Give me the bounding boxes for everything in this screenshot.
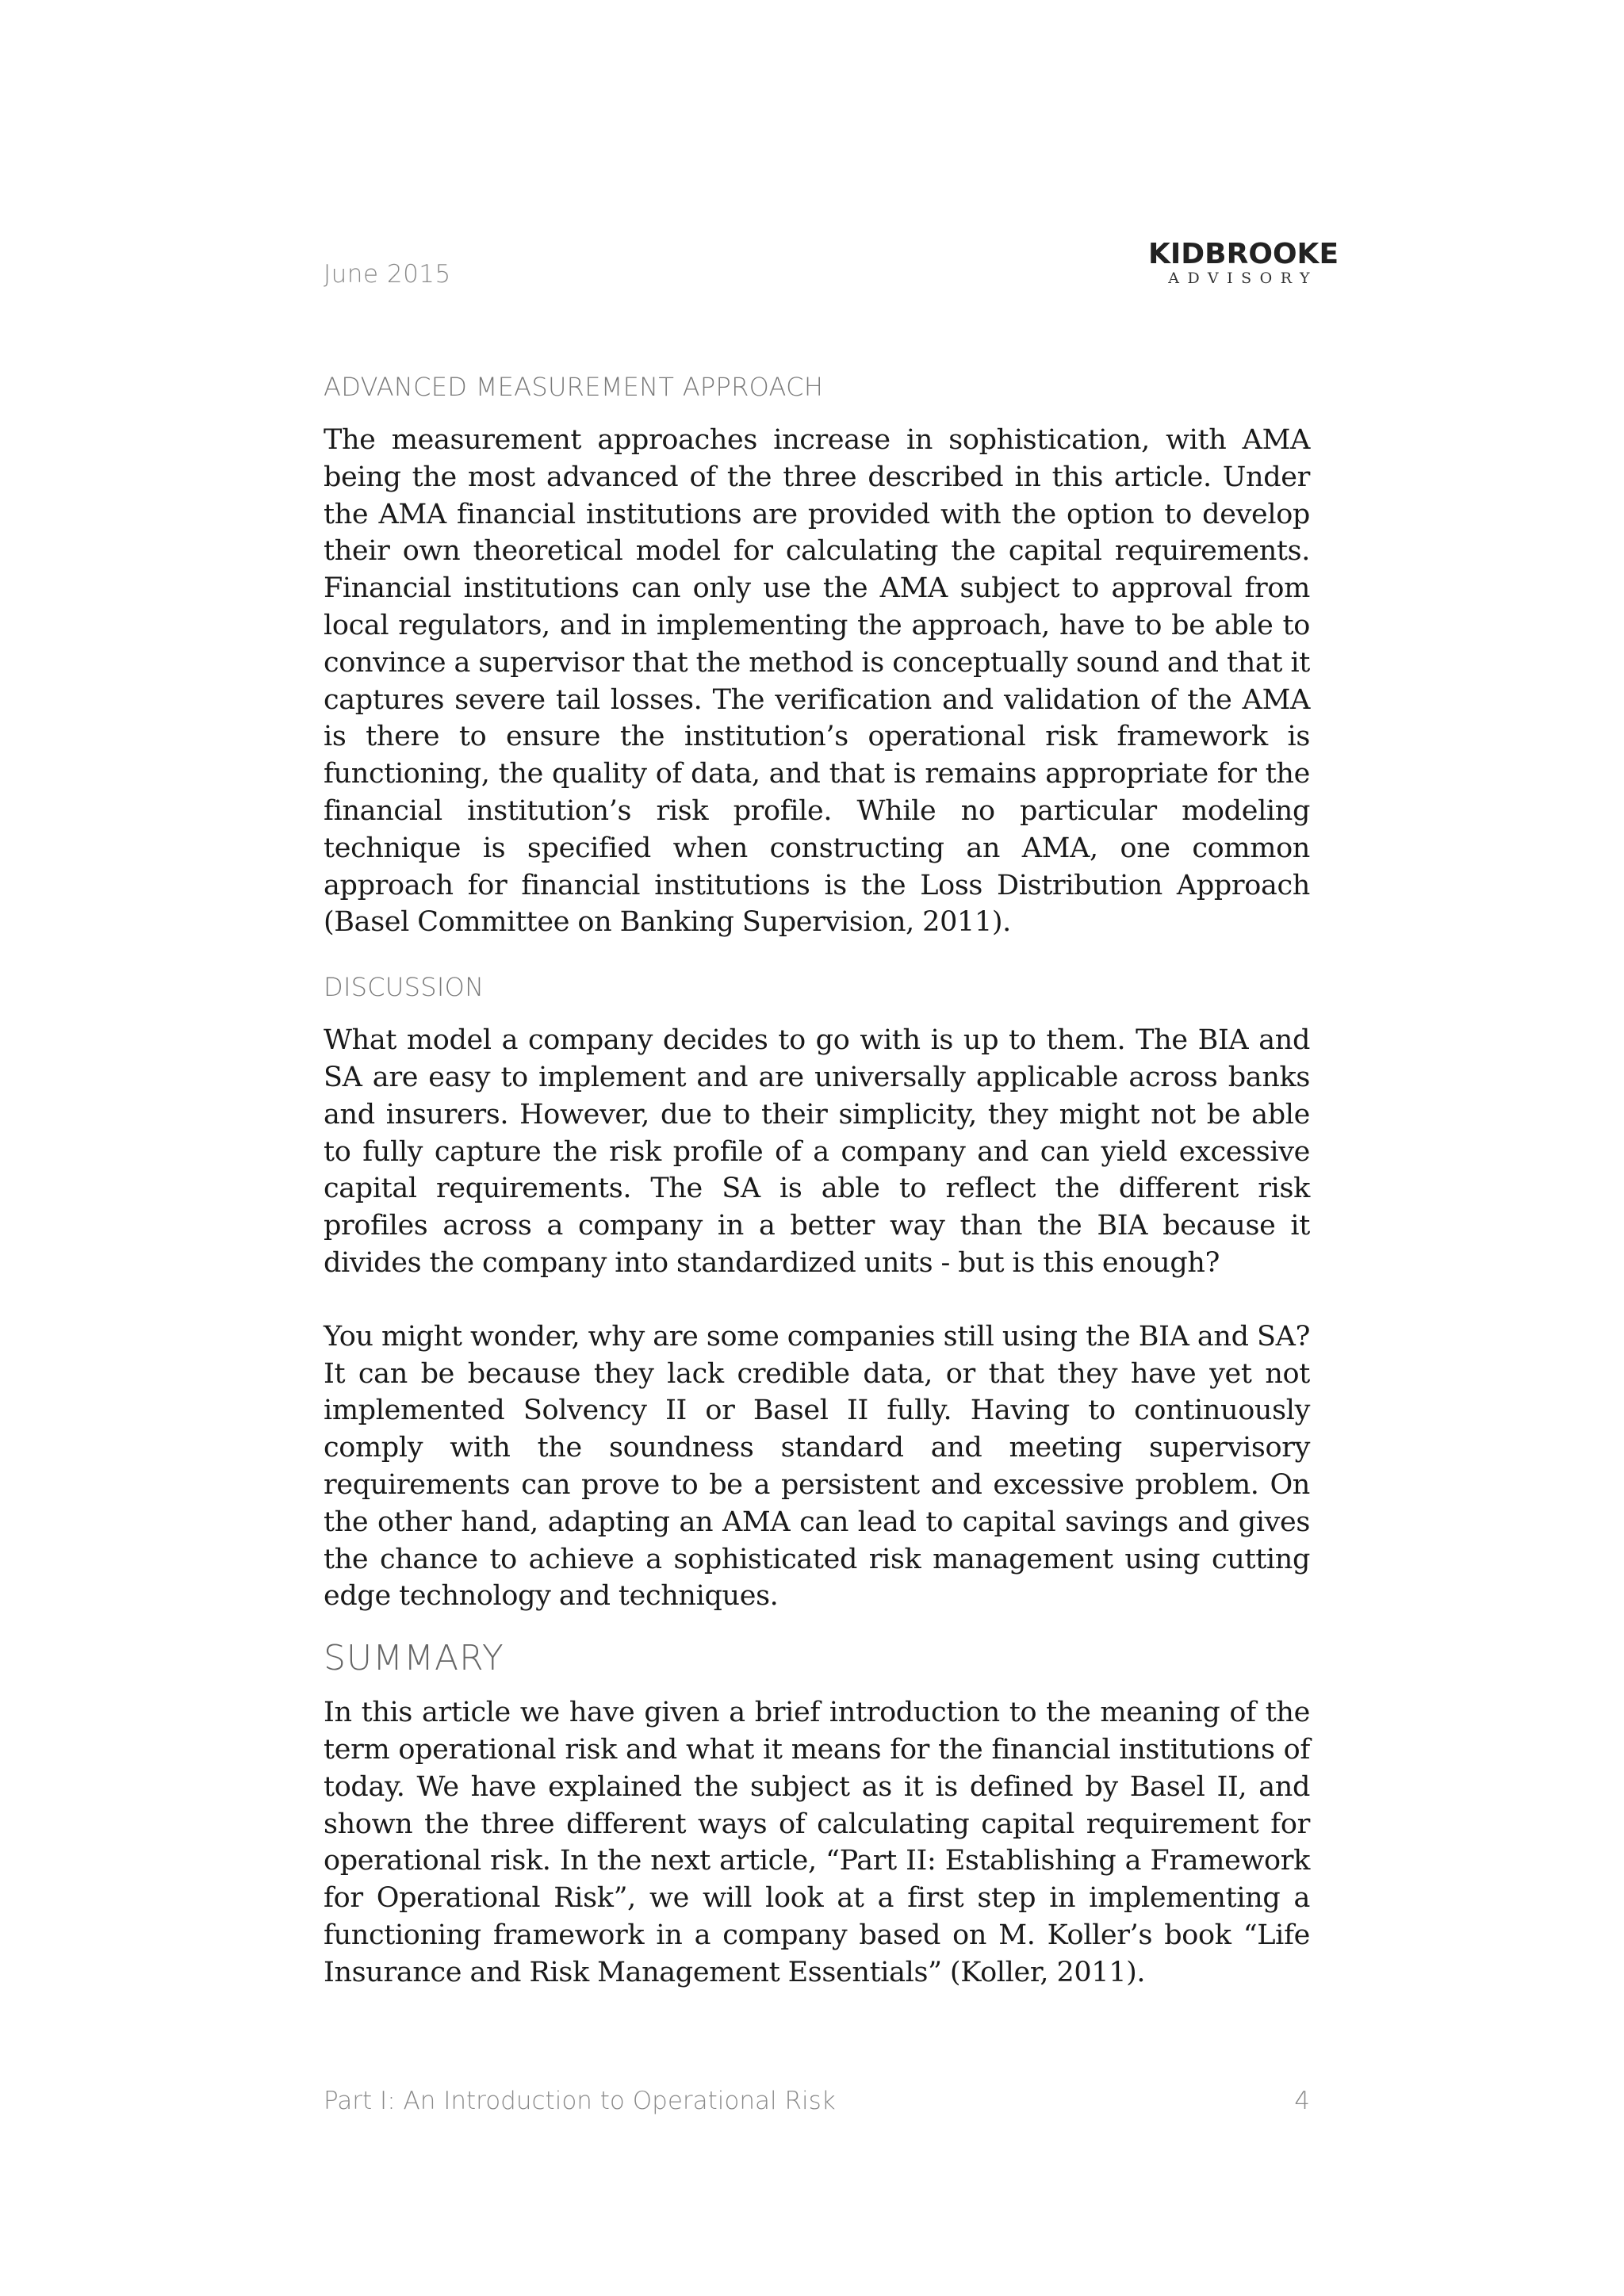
logo-tagline: ADVISORY: [1168, 270, 1318, 287]
header-date: June 2015: [324, 260, 451, 289]
main-content: [324, 369, 1310, 1991]
summary-heading: SUMMARY: [324, 1638, 504, 1679]
company-logo: [1148, 238, 1339, 287]
discussion-paragraph-1: What model a company decides to go with is up to them. The BIA and SA are easy to implement and are universally applicable across banks and insurers. However, due to their simplicity, they might not be able to fully capture the risk profile of a company and can yield excessive capital requirements. The SA is able to reflect the different risk profiles across a company in a better way than the BIA because it divides the company into standardized units - but is this enough?: [324, 1024, 1310, 1279]
ama-heading: ADVANCED MEASUREMENT APPROACH: [324, 372, 824, 402]
summary-paragraph: In this article we have given a brief introduction to the meaning of the term operational risk and what it means for the financial institutions of today. We have explained the subject as it is defined by Basel II, and shown the three different ways of calculating capital requirement for operational risk. In the next article, “Part II: Establishing a Framework for Operational Risk”, we will look at a first step in implementing a functioning framework in a company based on M. Koller’s book “Life Insurance and Risk Management Essentials” (Koller, 2011).: [324, 1697, 1310, 1988]
footer-document-title: Part I: An Introduction to Operational Risk: [324, 2087, 836, 2115]
discussion-heading: DISCUSSION: [324, 972, 485, 1003]
page-number: 4: [1294, 2087, 1310, 2115]
ama-paragraph: The measurement approaches increase in sophistication, with AMA being the most advanced of the three described in this article. Under the AMA financial institutions are provided with the option to develop their own theoretical model for calculating the capital requirements. Financial institutions can only use the AMA subject to approval from local regulators, and in implementing the approach, have to be able to convince a supervisor that the method is conceptually sound and that it captures severe tail losses. The verification and validation of the AMA is there to ensure the institution’s operational risk framework is functioning, the quality of data, and that is remains appropriate for the financial institution’s risk profile. While no particular modeling technique is specified when constructing an AMA, one common approach for financial institutions is the Loss Distribution Approach (Basel Committee on Banking Supervision, 2011).: [324, 424, 1310, 939]
logo-wordmark: KIDBROOKE: [1148, 238, 1339, 270]
discussion-paragraph-2: You might wonder, why are some companies still using the BIA and SA? It can be because they lack credible data, or that they have yet not implemented Solvency II or Basel II fully. Having to continuously comply with the soundness standard and meeting supervisory requirements can prove to be a persistent and excessive problem. On the other hand, adapting an AMA can lead to capital savings and gives the chance to achieve a sophisticated risk management using cutting edge technology and techniques.: [324, 1320, 1310, 1613]
